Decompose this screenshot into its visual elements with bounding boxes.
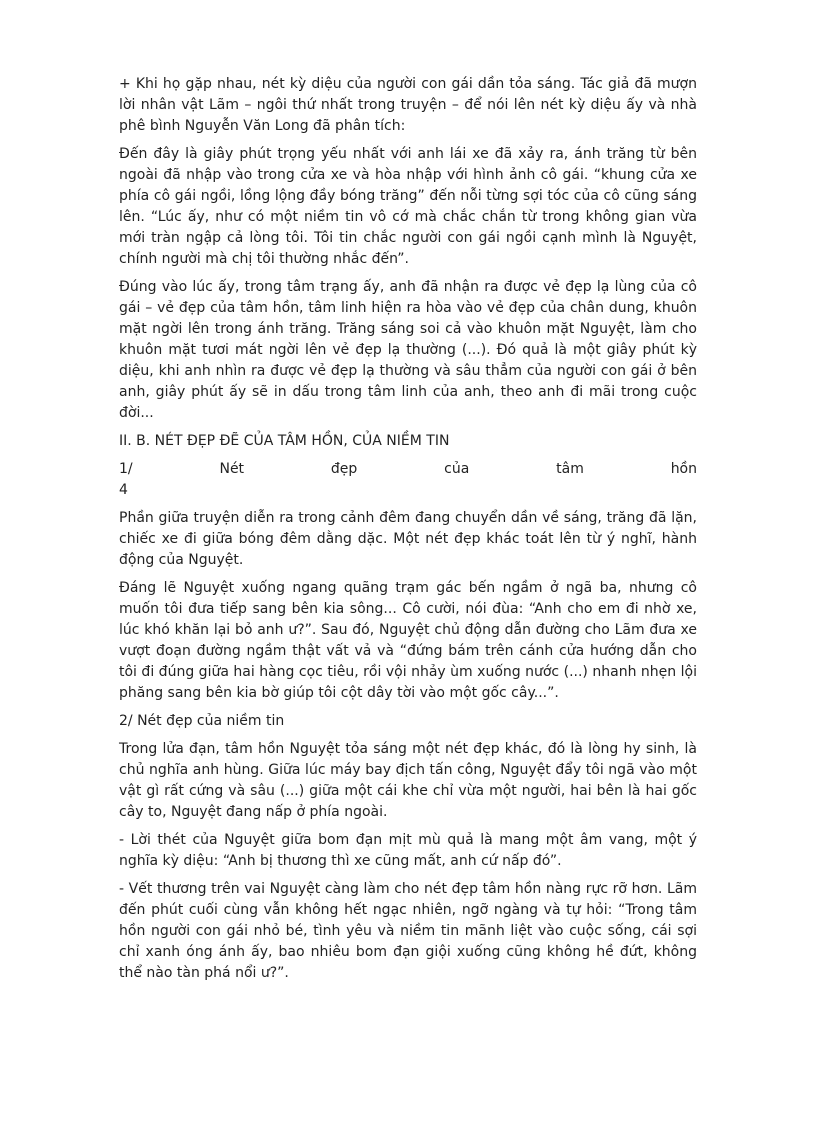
paragraph-quote-moment: Đến đây là giây phút trọng yếu nhất với anh lái xe đã xảy ra, ánh trăng từ bên ngoài đã nhập vào trong cửa xe và hòa nhập với hình ảnh cô gái. “khung cửa xe phía cô gái ngồi, lồng lộng đầy bóng trăng” đến nỗi từng sợi tóc của cô cũng sáng lên. “Lúc ấy, như có một niềm tin vô cớ mà chắc chắn từ trong không gian vừa mới tràn ngập cả lòng tôi. Tôi tin chắc người con gái ngồi cạnh mình là Nguyệt, chính người mà chị tôi thường nhắc đến”.	[119, 146, 697, 267]
paragraph-intro: + Khi họ gặp nhau, nét kỳ diệu của người con gái dần tỏa sáng. Tác giả đã mượn lời nhân vật Lãm – ngôi thứ nhất trong truyện – để nói lên nét kỳ diệu ấy và nhà phê bình Nguyễn Văn Long đã phân tích:	[119, 76, 697, 134]
paragraph-beauty: Đúng vào lúc ấy, trong tâm trạng ấy, anh đã nhận ra được vẻ đẹp lạ lùng của cô gái – vẻ đẹp của tâm hồn, tâm linh hiện ra hòa vào vẻ đẹp của chân dung, khuôn mặt ngời lên trong ánh trăng. Trăng sáng soi cả vào khuôn mặt Nguyệt, làm cho khuôn mặt tươi mát ngời lên vẻ đẹp lạ thường (...). Đó quả là một giây phút kỳ diệu, khi anh nhìn ra được vẻ đẹp lạ thường và sâu thẳm của người con gái ở bên anh, giây phút ấy sẽ in dấu trong tâm linh của anh, theo anh đi mãi trong cuộc đời...	[119, 279, 697, 421]
subheading-word: 1/	[119, 461, 133, 477]
subheading-word: Nét	[219, 461, 245, 477]
paragraph-wound: - Vết thương trên vai Nguyệt càng làm cho nét đẹp tâm hồn nàng rực rỡ hơn. Lãm đến phút cuối cùng vẫn không hết ngạc nhiên, ngỡ ngàng và tự hỏi: “Trong tâm hồn người con gái nhỏ bé, tình yêu và niềm tin mãnh liệt vào cuộc sống, cái sợi chỉ xanh óng ánh ấy, bao nhiêu bom đạn giội xuống cũng không hề đứt, không thể nào tàn phá nổi ư?”.	[119, 881, 697, 981]
subheading-word: tâm	[556, 461, 584, 477]
subheading-word: hồn	[670, 461, 697, 477]
paragraph-river-crossing: Đáng lẽ Nguyệt xuống ngang quãng trạm gác bến ngầm ở ngã ba, nhưng cô muốn tôi đưa tiếp sang bên kia sông... Cô cười, nói đùa: “Anh cho em đi nhờ xe, lúc khó khăn lại bỏ anh ư?”. Sau đó, Nguyệt chủ động dẫn đường cho Lãm đưa xe vượt đoạn đường ngầm thật vất vả và “đứng bám trên cánh cửa hướng dẫn cho tôi đi đúng giữa hai hàng cọc tiêu, rồi vội nhảy ùm xuống nước (...) nhanh nhẹn lội phăng sang bên kia bờ giúp tôi cột dây tời vào một gốc cây...”.	[119, 580, 697, 701]
paragraph-shout: - Lời thét của Nguyệt giữa bom đạn mịt mù quả là mang một âm vang, một ý nghĩa kỳ diệu: “Anh bị thương thì xe cũng mất, anh cứ nấp đó”.	[119, 832, 697, 869]
document-page	[119, 74, 697, 991]
paragraph-night-scene: Phần giữa truyện diễn ra trong cảnh đêm đang chuyển dần về sáng, trăng đã lặn, chiếc xe đi giữa bóng đêm dằng dặc. Một nét đẹp khác toát lên từ ý nghĩ, hành động của Nguyệt.	[119, 510, 697, 568]
subheading-soul-beauty	[119, 459, 697, 480]
paragraph-heroism: Trong lửa đạn, tâm hồn Nguyệt tỏa sáng một nét đẹp khác, đó là lòng hy sinh, là chủ nghĩa anh hùng. Giữa lúc máy bay địch tấn công, Nguyệt đẩy tôi ngã vào một vật gì rất cứng và sâu (...) giữa một cái khe chỉ vừa một người, hai bên là hai gốc cây to, Nguyệt đang nấp ở phía ngoài.	[119, 741, 697, 820]
subheading-tail: 4	[119, 482, 128, 498]
subheading-word: đẹp	[330, 461, 358, 477]
subheading-word: của	[444, 461, 470, 477]
section-heading: II. B. NÉT ĐẸP ĐẼ CỦA TÂM HỒN, CỦA NIỀM TIN	[119, 433, 450, 449]
subheading-faith-beauty: 2/ Nét đẹp của niềm tin	[119, 713, 285, 729]
